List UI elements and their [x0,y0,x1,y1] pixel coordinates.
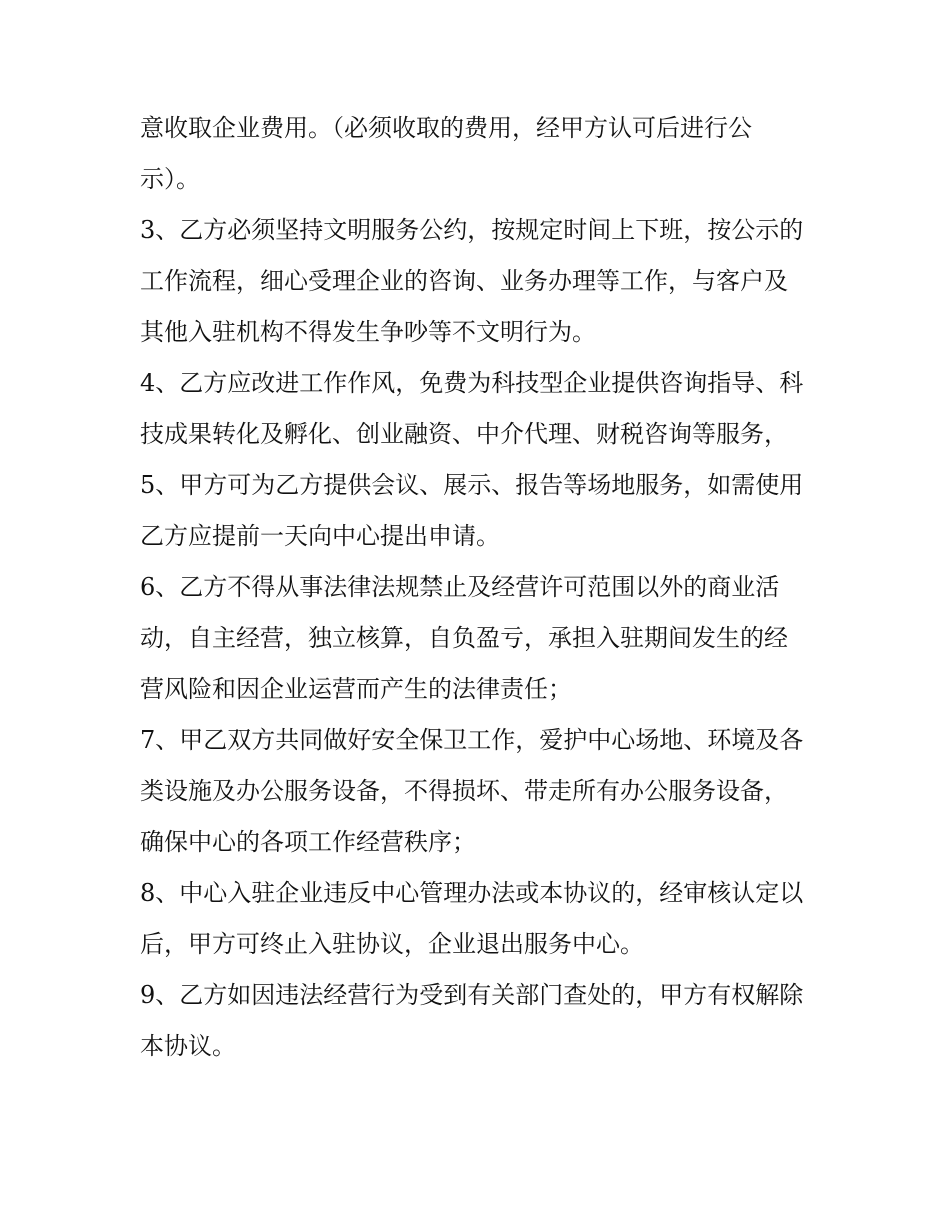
paragraph-clause-3: 3、乙方必须坚持文明服务公约，按规定时间上下班，按公示的工作流程，细心受理企业的咨询、业务办理等工作，与客户及其他入驻机构不得发生争吵等不文明行为。 [140,216,804,346]
paragraph-fee-continuation: 意收取企业费用。（必须收取的费用，经甲方认可后进行公示）。 [140,114,752,193]
paragraph-clause-5: 5、甲方可为乙方提供会议、展示、报告等场地服务，如需使用乙方应提前一天向中心提出申请。 [140,471,804,550]
paragraph-clause-9: 9、乙方如因违法经营行为受到有关部门查处的，甲方有权解除本协议。 [140,981,804,1060]
paragraph-clause-7: 7、甲乙双方共同做好安全保卫工作，爱护中心场地、环境及各类设施及办公服务设备，不得损坏、带走所有办公服务设备，确保中心的各项工作经营秩序； [140,726,804,856]
paragraph-clause-6: 6、乙方不得从事法律法规禁止及经营许可范围以外的商业活动，自主经营，独立核算，自负盈亏，承担入驻期间发生的经营风险和因企业运营而产生的法律责任； [140,573,788,703]
paragraph-clause-4: 4、乙方应改进工作作风，免费为科技型企业提供咨询指导、科技成果转化及孵化、创业融资、中介代理、财税咨询等服务， [140,369,804,448]
paragraph-clause-8: 8、中心入驻企业违反中心管理办法或本协议的，经审核认定以后，甲方可终止入驻协议，企业退出服务中心。 [140,879,804,958]
document-body [140,103,810,1072]
